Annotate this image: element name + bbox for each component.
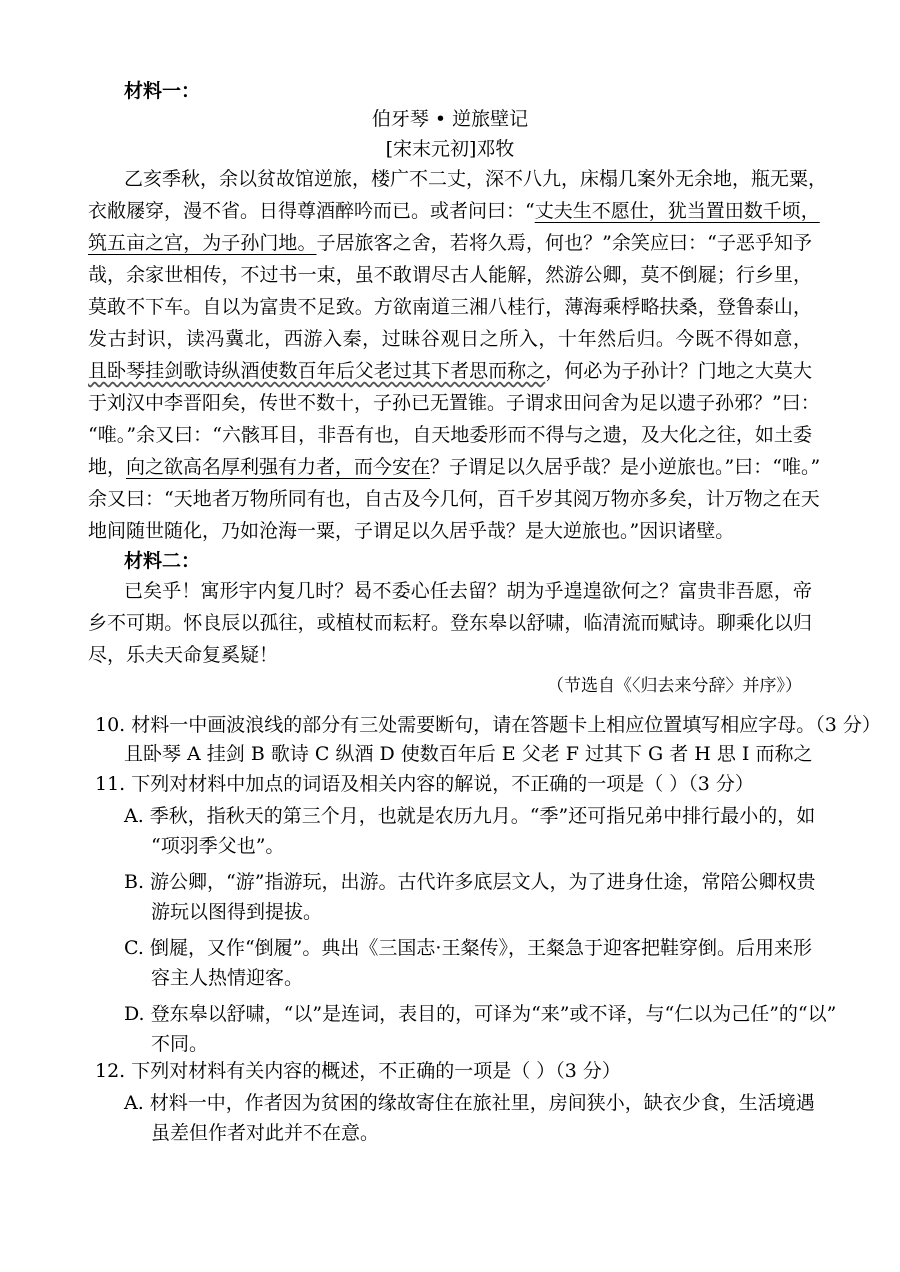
text-segment: 子居旅客之舍，若将久焉，何也？”余笑应曰：“子恶乎知予: [316, 232, 812, 254]
text-segment: 发古封识，读冯冀北，西游入秦，过昧谷观日之所入，十年然后归。今既不得如意，: [88, 328, 812, 350]
option-line: 容主人热情迎客。: [151, 967, 304, 989]
essay-title: 伯牙琴 • 逆旅壁记: [371, 108, 529, 130]
material1-line: [88, 328, 812, 351]
material1-line: [88, 520, 734, 543]
essay-author: [宋末元初]邓牧: [385, 138, 515, 160]
option-line: B. 游公卿，“游”指游玩，出游。古代许多底层文人，为了进身仕途，常陪公卿权贵: [124, 871, 816, 893]
material2-source: （节选自《〈归去来兮辞〉并序》）: [547, 676, 802, 696]
material1-line: [124, 168, 828, 191]
text-segment: 乙亥季秋，余以贫故馆逆旅，楼广不二丈，深不八九，床榻几案外无余地，瓶无粟，: [124, 168, 828, 190]
material2-line: 已矣乎！寓形宇内复几时？曷不委心任去留？胡为乎遑遑欲何之？富贵非吾愿，帝: [124, 580, 812, 602]
material1-line: [88, 392, 820, 415]
text-segment: 哉，余家世相传，不过书一束，虽不敢谓尽古人能解，然游公卿，莫不倒屣；行乡里，: [88, 264, 812, 286]
material1-line: [88, 264, 812, 287]
text-segment: 衣敝屦穿，漫不省。日得尊酒醉吟而已。或者问曰：“: [88, 200, 535, 222]
underlined-text: 向之欲高名厚利强有力者，而今安在: [126, 456, 431, 478]
question-11-stem: 11. 下列对材料中加点的词语及相关内容的解说，不正确的一项是（ ）（3 分）: [95, 773, 754, 795]
text-segment: ，何必为子孙计？门地之大莫大: [545, 360, 812, 382]
text-segment: ？子谓足以久居乎哉？是小逆旅也。”曰：“唯。”: [430, 456, 821, 478]
material1-line: [88, 360, 812, 383]
material1-line: [88, 200, 820, 223]
option-line: “项羽季父也”。: [151, 835, 285, 857]
text-segment: 余又曰：“天地者万物所同有也，自古及今几何，百千岁其阅万物亦多矣，计万物之在天: [88, 488, 820, 510]
text-segment: “唯。”余又曰：“六骸耳目，非吾有也，自天地委形而不得与之遗，及大化之往，如土委: [88, 424, 812, 446]
text-segment: 地，: [88, 456, 127, 478]
option-line: C. 倒屣，又作“倒履”。典出《三国志·王粲传》，王粲急于迎客把鞋穿倒。后用来形: [124, 937, 812, 959]
wavy-underlined-text: 且卧琴挂剑歌诗纵酒使数百年后父老过其下者思而称之: [88, 360, 546, 382]
material1-line: [88, 296, 812, 319]
material1-line: [88, 424, 812, 447]
question-10-line: 且卧琴 A 挂剑 B 歌诗 C 纵酒 D 使数百年后 E 父老 F 过其下 G 者 H 思 I 而称之: [124, 743, 813, 765]
option-line: A. 季秋，指秋天的第三个月，也就是农历九月。“季”还可指兄弟中排行最小的，如: [124, 805, 816, 827]
question-10-stem: 10. 材料一中画波浪线的部分有三处需要断句，请在答题卡上相应位置填写相应字母。（3 分）: [95, 714, 881, 736]
material1-heading: 材料一：: [124, 80, 201, 102]
material2-line: 乡不可期。怀良辰以孤往，或植杖而耘耔。登东皋以舒啸，临清流而赋诗。聊乘化以归: [88, 612, 812, 634]
option-line: 虽差但作者对此并不在意。: [151, 1122, 380, 1144]
material2-line: 尽，乐夫天命复奚疑！: [88, 644, 279, 666]
underlined-text: 丈夫生不愿仕，犹当置田数千顷，: [534, 200, 820, 222]
question-12-stem: 12. 下列对材料有关内容的概述，不正确的一项是（ ）（3 分）: [95, 1060, 621, 1082]
option-line: D. 登东皋以舒啸，“以”是连词，表目的，可译为“来”或不译，与“仁以为己任”的“以”: [124, 1003, 837, 1025]
text-segment: 地间随世随化，乃如沧海一粟，子谓足以久居乎哉？是大逆旅也。”因识诸壁。: [88, 520, 735, 542]
material2-heading: 材料二：: [124, 550, 201, 572]
text-segment: 莫敢不下车。自以为富贵不足致。方欲南道三湘八桂行，薄海乘桴略扶桑，登鲁泰山，: [88, 296, 812, 318]
material1-line: [88, 488, 820, 511]
text-segment: 于刘汉中李晋阳矣，传世不数十，子孙已无置锥。子谓求田问舍为足以遗子孙邪？”曰：: [88, 392, 820, 414]
underlined-text: 筑五亩之宫，为子孙门地。: [88, 232, 317, 254]
option-line: A. 材料一中，作者因为贫困的缘故寄住在旅社里，房间狭小，缺衣少食，生活境遇: [124, 1092, 815, 1114]
option-line: 不同。: [151, 1033, 209, 1055]
option-line: 游玩以图得到提拔。: [151, 901, 323, 923]
material1-line: [88, 232, 812, 255]
material1-line: [88, 456, 821, 479]
